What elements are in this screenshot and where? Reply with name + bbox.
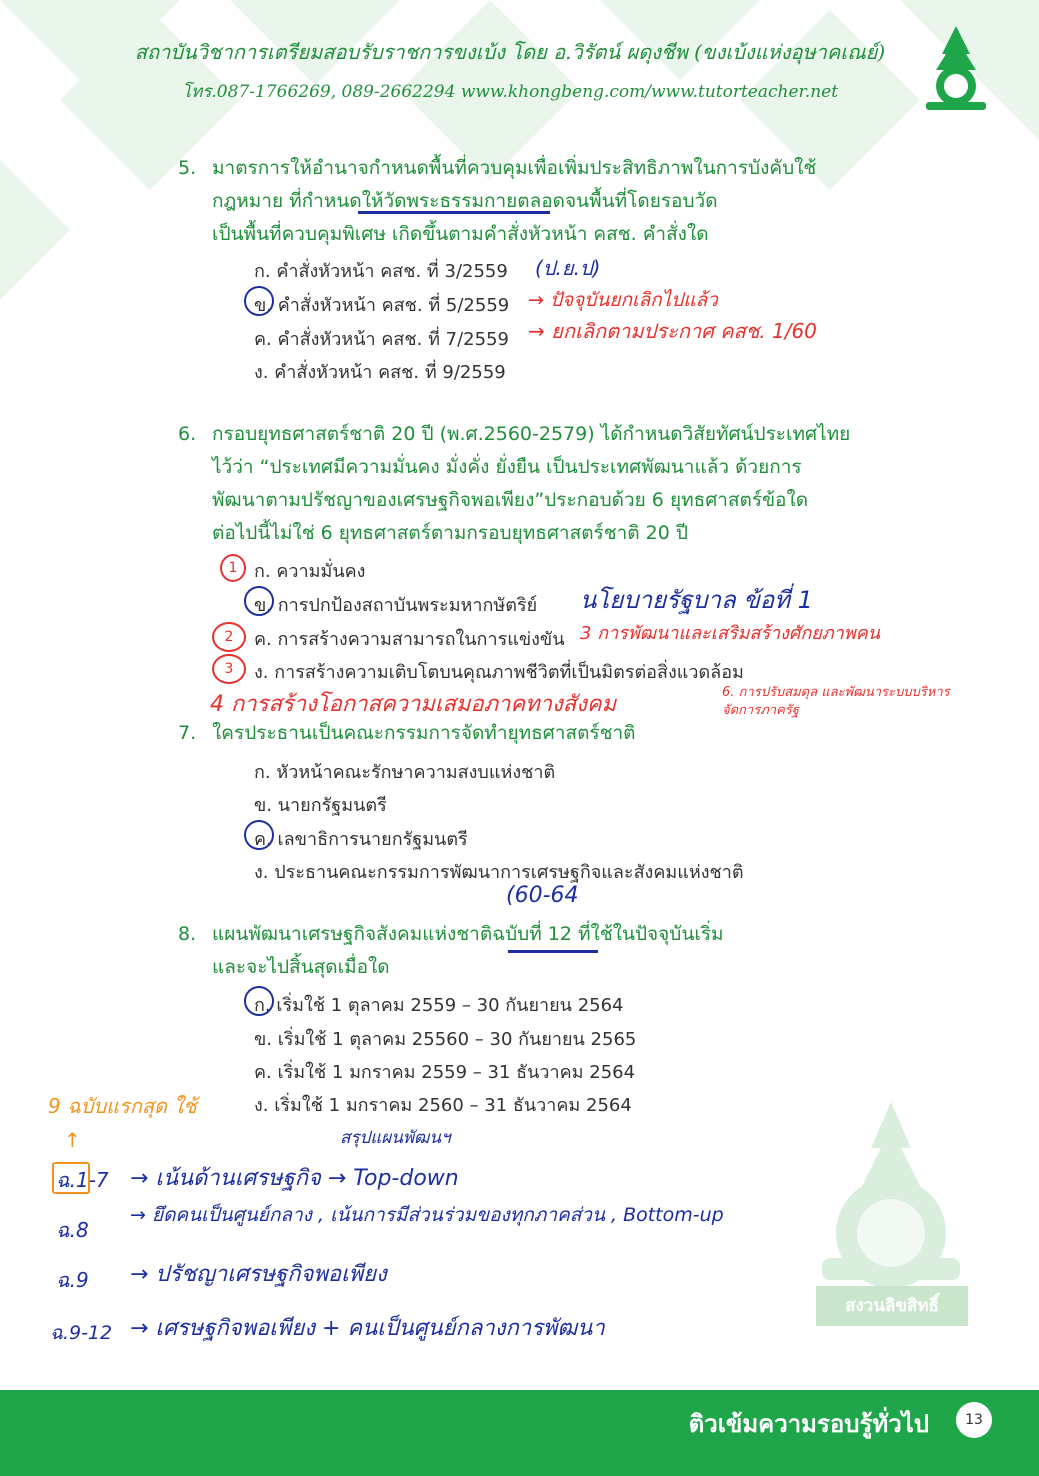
option: ง. ประธานคณะกรรมการพัฒนาการเศรษฐกิจและสังคมแห่งชาติ (254, 862, 744, 883)
handwritten-note: → ปัจจุบันยกเลิกไปแล้ว (528, 289, 718, 311)
circled-number: 2 (212, 622, 246, 652)
question-stem-line: และจะไปสิ้นสุดเมื่อใด (212, 956, 390, 978)
option: ก. หัวหน้าคณะรักษาความสงบแห่งชาติ (254, 762, 556, 783)
option: ข. นายกรัฐมนตรี (254, 795, 387, 816)
page-number: 13 (956, 1402, 992, 1438)
answer-circle (244, 820, 274, 850)
option: ค. คำสั่งหัวหน้า คสช. ที่ 7/2559 (254, 329, 509, 350)
circled-number: 3 (212, 654, 246, 684)
question-stem-line: พัฒนาตามปรัชญาของเศรษฐกิจพอเพียง”ประกอบด้วย 6 ยุทธศาสตร์ข้อใด (212, 489, 809, 511)
handwritten-note: นโยบายรัฐบาล ข้อที่ 1 (580, 586, 813, 614)
summary-text: → เศรษฐกิจพอเพียง + คนเป็นศูนย์กลางการพัฒนา (130, 1316, 605, 1341)
handwritten-note: 6. การปรับสมดุล และพัฒนาระบบบริหารจัดการภาครัฐ (722, 685, 950, 718)
circled-number: 1 (220, 554, 246, 582)
handwritten-note: สรุปแผนพัฒนฯ (340, 1128, 451, 1148)
option: ง. คำสั่งหัวหน้า คสช. ที่ 9/2559 (254, 362, 506, 383)
handwritten-note: 9 ฉบับแรกสุด ใช้ (48, 1094, 197, 1118)
question-number: 7. (178, 722, 197, 744)
option: ง. เริ่มใช้ 1 มกราคม 2560 – 31 ธันวาคม 2564 (254, 1095, 632, 1116)
ink-underline (508, 950, 598, 953)
question-stem-line: กรอบยุทธศาสตร์ชาติ 20 ปี (พ.ศ.2560-2579) ได้กำหนดวิสัยทัศน์ประเทศไทย (212, 423, 851, 445)
answer-circle (244, 986, 274, 1016)
handwritten-note: (ป.ย.ป) (535, 256, 601, 280)
option: ข. คำสั่งหัวหน้า คสช. ที่ 5/2559 (254, 295, 510, 316)
handwritten-note: → ยกเลิกตามประกาศ คสช. 1/60 (528, 319, 817, 343)
option: ง. การสร้างความเติบโตบนคุณภาพชีวิตที่เป็นมิตรต่อสิ่งแวดล้อม (254, 662, 744, 683)
handwritten-note: 4 การสร้างโอกาสความเสมอภาคทางสังคม (210, 692, 617, 717)
summary-label: ฉ.9 (56, 1268, 89, 1292)
answer-circle (244, 286, 274, 316)
summary-label: ฉ.8 (56, 1218, 89, 1242)
question-stem-line: ต่อไปนี้ไม่ใช่ 6 ยุทธศาสตร์ตามกรอบยุทธศาสตร์ชาติ 20 ปี (212, 522, 688, 544)
handwritten-note: 3 การพัฒนาและเสริมสร้างศักยภาพคน (580, 623, 880, 644)
option: ก. คำสั่งหัวหน้า คสช. ที่ 3/2559 (254, 261, 508, 282)
option: ค. เลขาธิการนายกรัฐมนตรี (254, 829, 468, 850)
option: ก. เริ่มใช้ 1 ตุลาคม 2559 – 30 กันยายน 2564 (254, 995, 624, 1016)
handwritten-note: (60-64 (506, 883, 579, 908)
question-stem-line: ไว้ว่า “ประเทศมีความมั่นคง มั่งคั่ง ยั่งยืน เป็นประเทศพัฒนาแล้ว ด้วยการ (212, 456, 802, 478)
question-number: 6. (178, 423, 197, 445)
summary-label: ฉ.1-7 (56, 1168, 109, 1192)
option: ข. การปกป้องสถาบันพระมหากษัตริย์ (254, 595, 538, 616)
summary-text: → เน้นด้านเศรษฐกิจ → Top-down (130, 1166, 459, 1191)
arrow-up-icon: ↑ (64, 1128, 81, 1152)
question-stem-line: กฎหมาย ที่กำหนดให้วัดพระธรรมกายตลอดจนพื้นที่โดยรอบวัด (212, 190, 718, 212)
option: ก. ความมั่นคง (254, 561, 366, 582)
question-stem-line: ใครประธานเป็นคณะกรรมการจัดทำยุทธศาสตร์ชาติ (212, 722, 636, 744)
summary-label: ฉ.9-12 (50, 1322, 113, 1344)
question-number: 8. (178, 923, 197, 945)
option: ค. เริ่มใช้ 1 มกราคม 2559 – 31 ธันวาคม 2564 (254, 1062, 636, 1083)
copyright-label: สงวนลิขสิทธิ์ (816, 1286, 968, 1326)
header-contact: โทร.087-1766269, 089-2662294 www.khongbeng.com/www.tutorteacher.net (181, 82, 839, 102)
question-stem-line: แผนพัฒนาเศรษฐกิจสังคมแห่งชาติฉบับที่ 12 ที่ใช้ในปัจจุบันเริ่ม (212, 923, 724, 945)
header-institute: สถาบันวิชาการเตรียมสอบรับราชการขงเบ้ง โดย อ.วิรัตน์ ผดุงชีพ (ขงเบ้งแห่งอุษาคเณย์) (134, 40, 886, 64)
option: ข. เริ่มใช้ 1 ตุลาคม 25560 – 30 กันยายน 2565 (254, 1029, 637, 1050)
answer-circle (244, 586, 274, 616)
ink-underline (358, 211, 550, 214)
institute-logo (918, 24, 994, 114)
summary-text: → ยึดคนเป็นศูนย์กลาง , เน้นการมีส่วนร่วมของทุกภาคส่วน , Bottom-up (130, 1204, 724, 1226)
question-number: 5. (178, 157, 197, 179)
summary-text: → ปรัชญาเศรษฐกิจพอเพียง (130, 1262, 387, 1287)
footer-title: ติวเข้มความรอบรู้ทั่วไป (688, 1410, 929, 1438)
question-stem-line: เป็นพื้นที่ควบคุมพิเศษ เกิดขึ้นตามคำสั่งหัวหน้า คสช. คำสั่งใด (212, 223, 709, 245)
option: ค. การสร้างความสามารถในการแข่งขัน (254, 629, 565, 650)
question-stem-line: มาตรการให้อำนาจกำหนดพื้นที่ควบคุมเพื่อเพิ่มประสิทธิภาพในการบังคับใช้ (212, 157, 817, 179)
